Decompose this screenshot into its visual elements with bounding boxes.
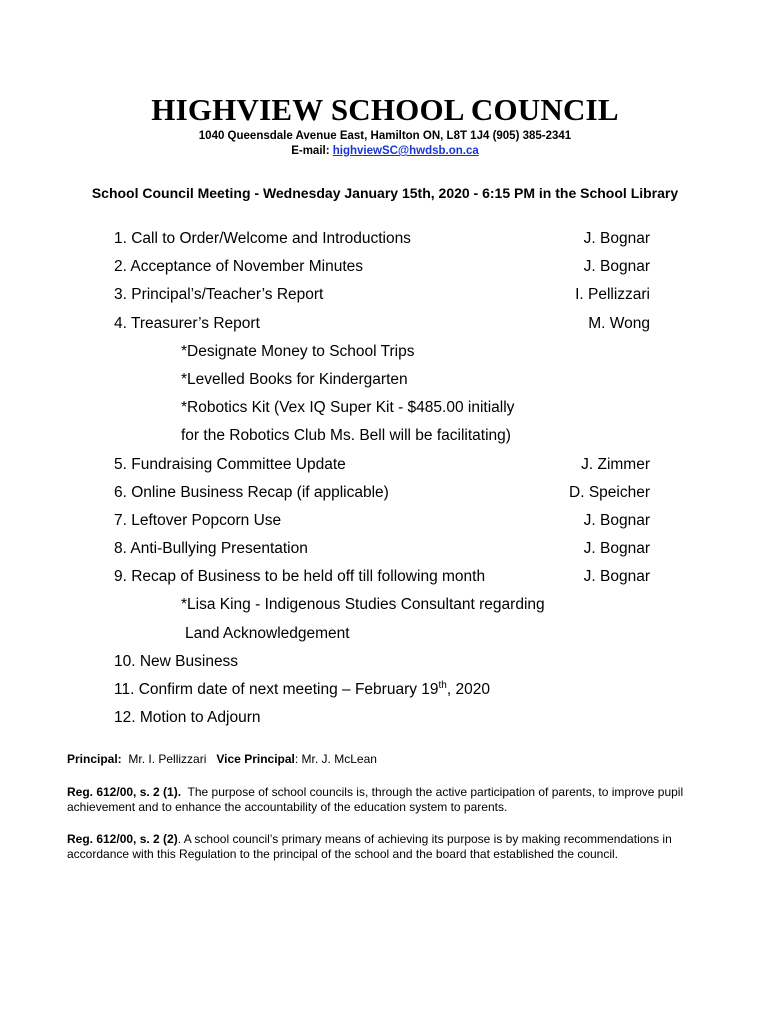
- agenda-item-presenter: I. Pellizzari: [575, 286, 650, 304]
- agenda-subitem-text: *Robotics Kit (Vex IQ Super Kit - $485.00 initially: [181, 399, 515, 417]
- agenda-item: [114, 253, 650, 281]
- agenda-item-presenter: M. Wong: [588, 314, 650, 332]
- agenda-subitem-text: *Levelled Books for Kindergarten: [181, 370, 408, 388]
- agenda-item-text: 10. New Business: [114, 652, 239, 670]
- agenda-item-text: 6. Online Business Recap (if applicable): [114, 483, 389, 501]
- agenda-subitem-text: *Designate Money to School Trips: [181, 342, 415, 360]
- school-address: 1040 Queensdale Avenue East, Hamilton ON, L8T 1J4 (905) 385-2341: [198, 130, 572, 142]
- agenda-item-text: [114, 676, 490, 704]
- regulation-paragraph-1: [67, 785, 707, 815]
- agenda-subitem: [114, 591, 650, 619]
- agenda-item-text-after: , 2020: [446, 681, 490, 698]
- vice-principal-label: Vice Principal: [216, 752, 295, 766]
- agenda-item-text: 5. Fundraising Committee Update: [114, 455, 346, 473]
- agenda-item: [114, 648, 650, 676]
- agenda-item-text: 9. Recap of Business to be held off till following month: [114, 568, 486, 586]
- regulation-paragraph-2: [67, 832, 707, 862]
- agenda-item-text: 3. Principal’s/Teacher’s Report: [114, 286, 324, 304]
- agenda-item-presenter: J. Bognar: [583, 258, 650, 276]
- agenda-item-text: 1. Call to Order/Welcome and Introductions: [114, 230, 411, 247]
- email-label: E-mail:: [291, 145, 333, 157]
- agenda-item: [114, 479, 650, 507]
- agenda-item-presenter: J. Bognar: [583, 568, 650, 586]
- agenda-list: [114, 225, 650, 732]
- agenda-item-text-before: 11. Confirm date of next meeting – February 19: [114, 681, 439, 698]
- agenda-subitem: [114, 422, 650, 450]
- agenda-item-text: 2. Acceptance of November Minutes: [114, 258, 363, 276]
- agenda-subitem-text: for the Robotics Club Ms. Bell will be facilitating): [181, 427, 511, 445]
- agenda-subitem: [114, 620, 650, 648]
- email-line: [0, 145, 770, 157]
- agenda-item: [114, 281, 650, 309]
- agenda-subitem-text: Land Acknowledgement: [185, 624, 350, 642]
- agenda-item-presenter: D. Speicher: [569, 483, 650, 501]
- agenda-item-text: 4. Treasurer’s Report: [114, 314, 260, 332]
- agenda-subitem: [114, 394, 650, 422]
- agenda-item-presenter: J. Bognar: [583, 230, 650, 247]
- principal-label: Principal:: [67, 752, 122, 766]
- meeting-info: School Council Meeting - Wednesday January 15th, 2020 - 6:15 PM in the School Library: [91, 185, 679, 201]
- agenda-item: [114, 563, 650, 591]
- agenda-item-presenter: J. Zimmer: [581, 455, 650, 473]
- agenda-subitem-text: *Lisa King - Indigenous Studies Consultant regarding: [181, 596, 545, 614]
- agenda-item-text: 7. Leftover Popcorn Use: [114, 511, 282, 529]
- email-link[interactable]: highviewSC@hwdsb.on.ca: [332, 145, 479, 157]
- regulation-2-label: Reg. 612/00, s. 2 (2): [67, 832, 178, 846]
- agenda-item: [114, 704, 650, 732]
- agenda-item-presenter: J. Bognar: [583, 540, 650, 558]
- agenda-item: [114, 310, 650, 338]
- agenda-item: [114, 451, 650, 479]
- agenda-subitem: [114, 338, 650, 366]
- regulation-1-label: Reg. 612/00, s. 2 (1).: [67, 785, 182, 799]
- agenda-item-text: 8. Anti-Bullying Presentation: [114, 540, 308, 558]
- principal-line: [67, 752, 707, 766]
- vice-principal-name: : Mr. J. McLean: [294, 752, 377, 766]
- regulation-1-text: The purpose of school councils is, through the active participation of parents, to improve pupil achievement and to enhance the accountability of the education system to parents.: [67, 785, 684, 814]
- principal-name: Mr. I. Pellizzari: [128, 752, 207, 766]
- agenda-item: [114, 507, 650, 535]
- agenda-item: [114, 225, 650, 253]
- agenda-item: [114, 676, 650, 704]
- agenda-subitem: [114, 366, 650, 394]
- agenda-item-text: 12. Motion to Adjourn: [114, 709, 261, 727]
- page-title: HIGHVIEW SCHOOL COUNCIL: [151, 92, 619, 127]
- agenda-item: [114, 535, 650, 563]
- regulation-2-text: . A school council’s primary means of achieving its purpose is by making recommendations in accordance with this Regulation to the principal of the school and the board that established the council.: [67, 832, 672, 861]
- ordinal-suffix: th: [438, 679, 447, 691]
- agenda-item-presenter: J. Bognar: [583, 511, 650, 529]
